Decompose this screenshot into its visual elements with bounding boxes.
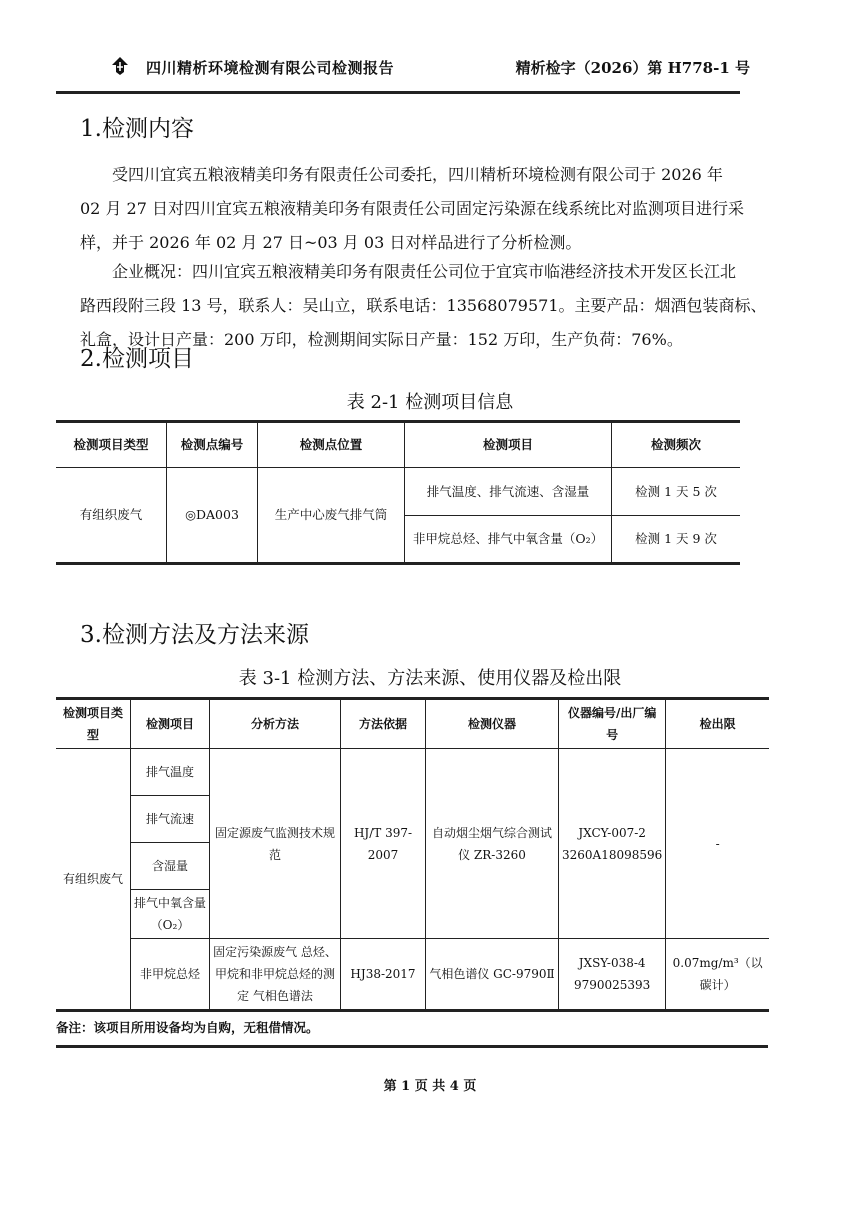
section1-title: 1.检测内容	[80, 116, 194, 142]
detection-item: 含湿量	[131, 843, 210, 890]
table2-1-title: 表 2-1 检测项目信息	[346, 392, 514, 413]
table-row	[56, 939, 769, 1011]
item-type: 有组织废气	[56, 468, 167, 564]
company-logo-icon	[110, 56, 130, 76]
col-header: 检测项目类型	[56, 422, 167, 468]
section1-paragraph2: 企业概况：四川宜宾五粮液精美印务有限责任公司位于宜宾市临港经济技术开发区长江北 路西段附三段 13 号，联系人：吴山立，联系电话：13568079571。主要产品：烟酒包装商标、 礼盒，设计日产量：200 万印，检测期间实际日产量：152 万印，生产负荷：76%。	[80, 262, 767, 349]
detection-items-table	[56, 420, 740, 565]
detection-item: 非甲烷总烃	[131, 939, 210, 1011]
detection-limit: 0.07mg/m³（以碳计）	[666, 939, 769, 1011]
detection-item: 非甲烷总烃、排气中氧含量（O₂）	[405, 516, 612, 564]
report-number: 精析检字（2026）第 H778-1 号	[515, 59, 750, 77]
col-header: 检测点位置	[258, 422, 405, 468]
col-header: 方法依据	[341, 699, 426, 749]
item-type: 有组织废气	[56, 749, 131, 1011]
table3-1-title: 表 3-1 检测方法、方法来源、使用仪器及检出限	[238, 668, 622, 689]
col-header: 检测项目类型	[56, 699, 131, 749]
instrument-number: JXCY-007-2 3260A18098596	[559, 749, 666, 939]
instrument: 气相色谱仪 GC-9790Ⅱ	[426, 939, 559, 1011]
detection-frequency: 检测 1 天 5 次	[612, 468, 741, 516]
detection-item: 排气流速	[131, 796, 210, 843]
col-header: 检测仪器	[426, 699, 559, 749]
method-basis: HJ38-2017	[341, 939, 426, 1011]
section3-title: 3.检测方法及方法来源	[80, 622, 309, 648]
detection-item: 排气温度、排气流速、含湿量	[405, 468, 612, 516]
detection-limit: -	[666, 749, 769, 939]
footer-divider	[56, 1045, 768, 1048]
detection-frequency: 检测 1 天 9 次	[612, 516, 741, 564]
col-header: 检测频次	[612, 422, 741, 468]
col-header: 检测项目	[405, 422, 612, 468]
page-number: 第 1 页 共 4 页	[383, 1079, 477, 1094]
point-location: 生产中心废气排气筒	[258, 468, 405, 564]
col-header: 仪器编号/出厂编号	[559, 699, 666, 749]
table-note: 备注：该项目所用设备均为自购，无租借情况。	[56, 1020, 319, 1035]
table-row	[56, 749, 769, 796]
header-divider	[56, 91, 740, 94]
section1-paragraph1: 受四川宜宾五粮液精美印务有限责任公司委托，四川精析环境检测有限公司于 2026 年 02 月 27 日对四川宜宾五粮液精美印务有限责任公司固定污染源在线系统比对监测项目进行采 样，并于 2026 年 02 月 27 日~03 月 03 日对样品进行了分析检测。	[80, 165, 744, 252]
detection-item: 排气中氧含量（O₂）	[131, 890, 210, 939]
table-row	[56, 468, 740, 516]
method-basis: HJ/T 397-2007	[341, 749, 426, 939]
instrument: 自动烟尘烟气综合测试仪 ZR-3260	[426, 749, 559, 939]
report-header	[110, 52, 750, 84]
col-header: 分析方法	[210, 699, 341, 749]
instrument-number: JXSY-038-4 9790025393	[559, 939, 666, 1011]
analysis-method: 固定源废气监测技术规范	[210, 749, 341, 939]
detection-item: 排气温度	[131, 749, 210, 796]
methods-table	[56, 697, 769, 1012]
section2-title: 2.检测项目	[80, 346, 194, 372]
col-header: 检出限	[666, 699, 769, 749]
analysis-method: 固定污染源废气 总烃、甲烷和非甲烷总烃的测定 气相色谱法	[210, 939, 341, 1011]
point-number: ◎DA003	[167, 468, 258, 564]
col-header: 检测点编号	[167, 422, 258, 468]
company-name: 四川精析环境检测有限公司检测报告	[146, 59, 395, 77]
col-header: 检测项目	[131, 699, 210, 749]
